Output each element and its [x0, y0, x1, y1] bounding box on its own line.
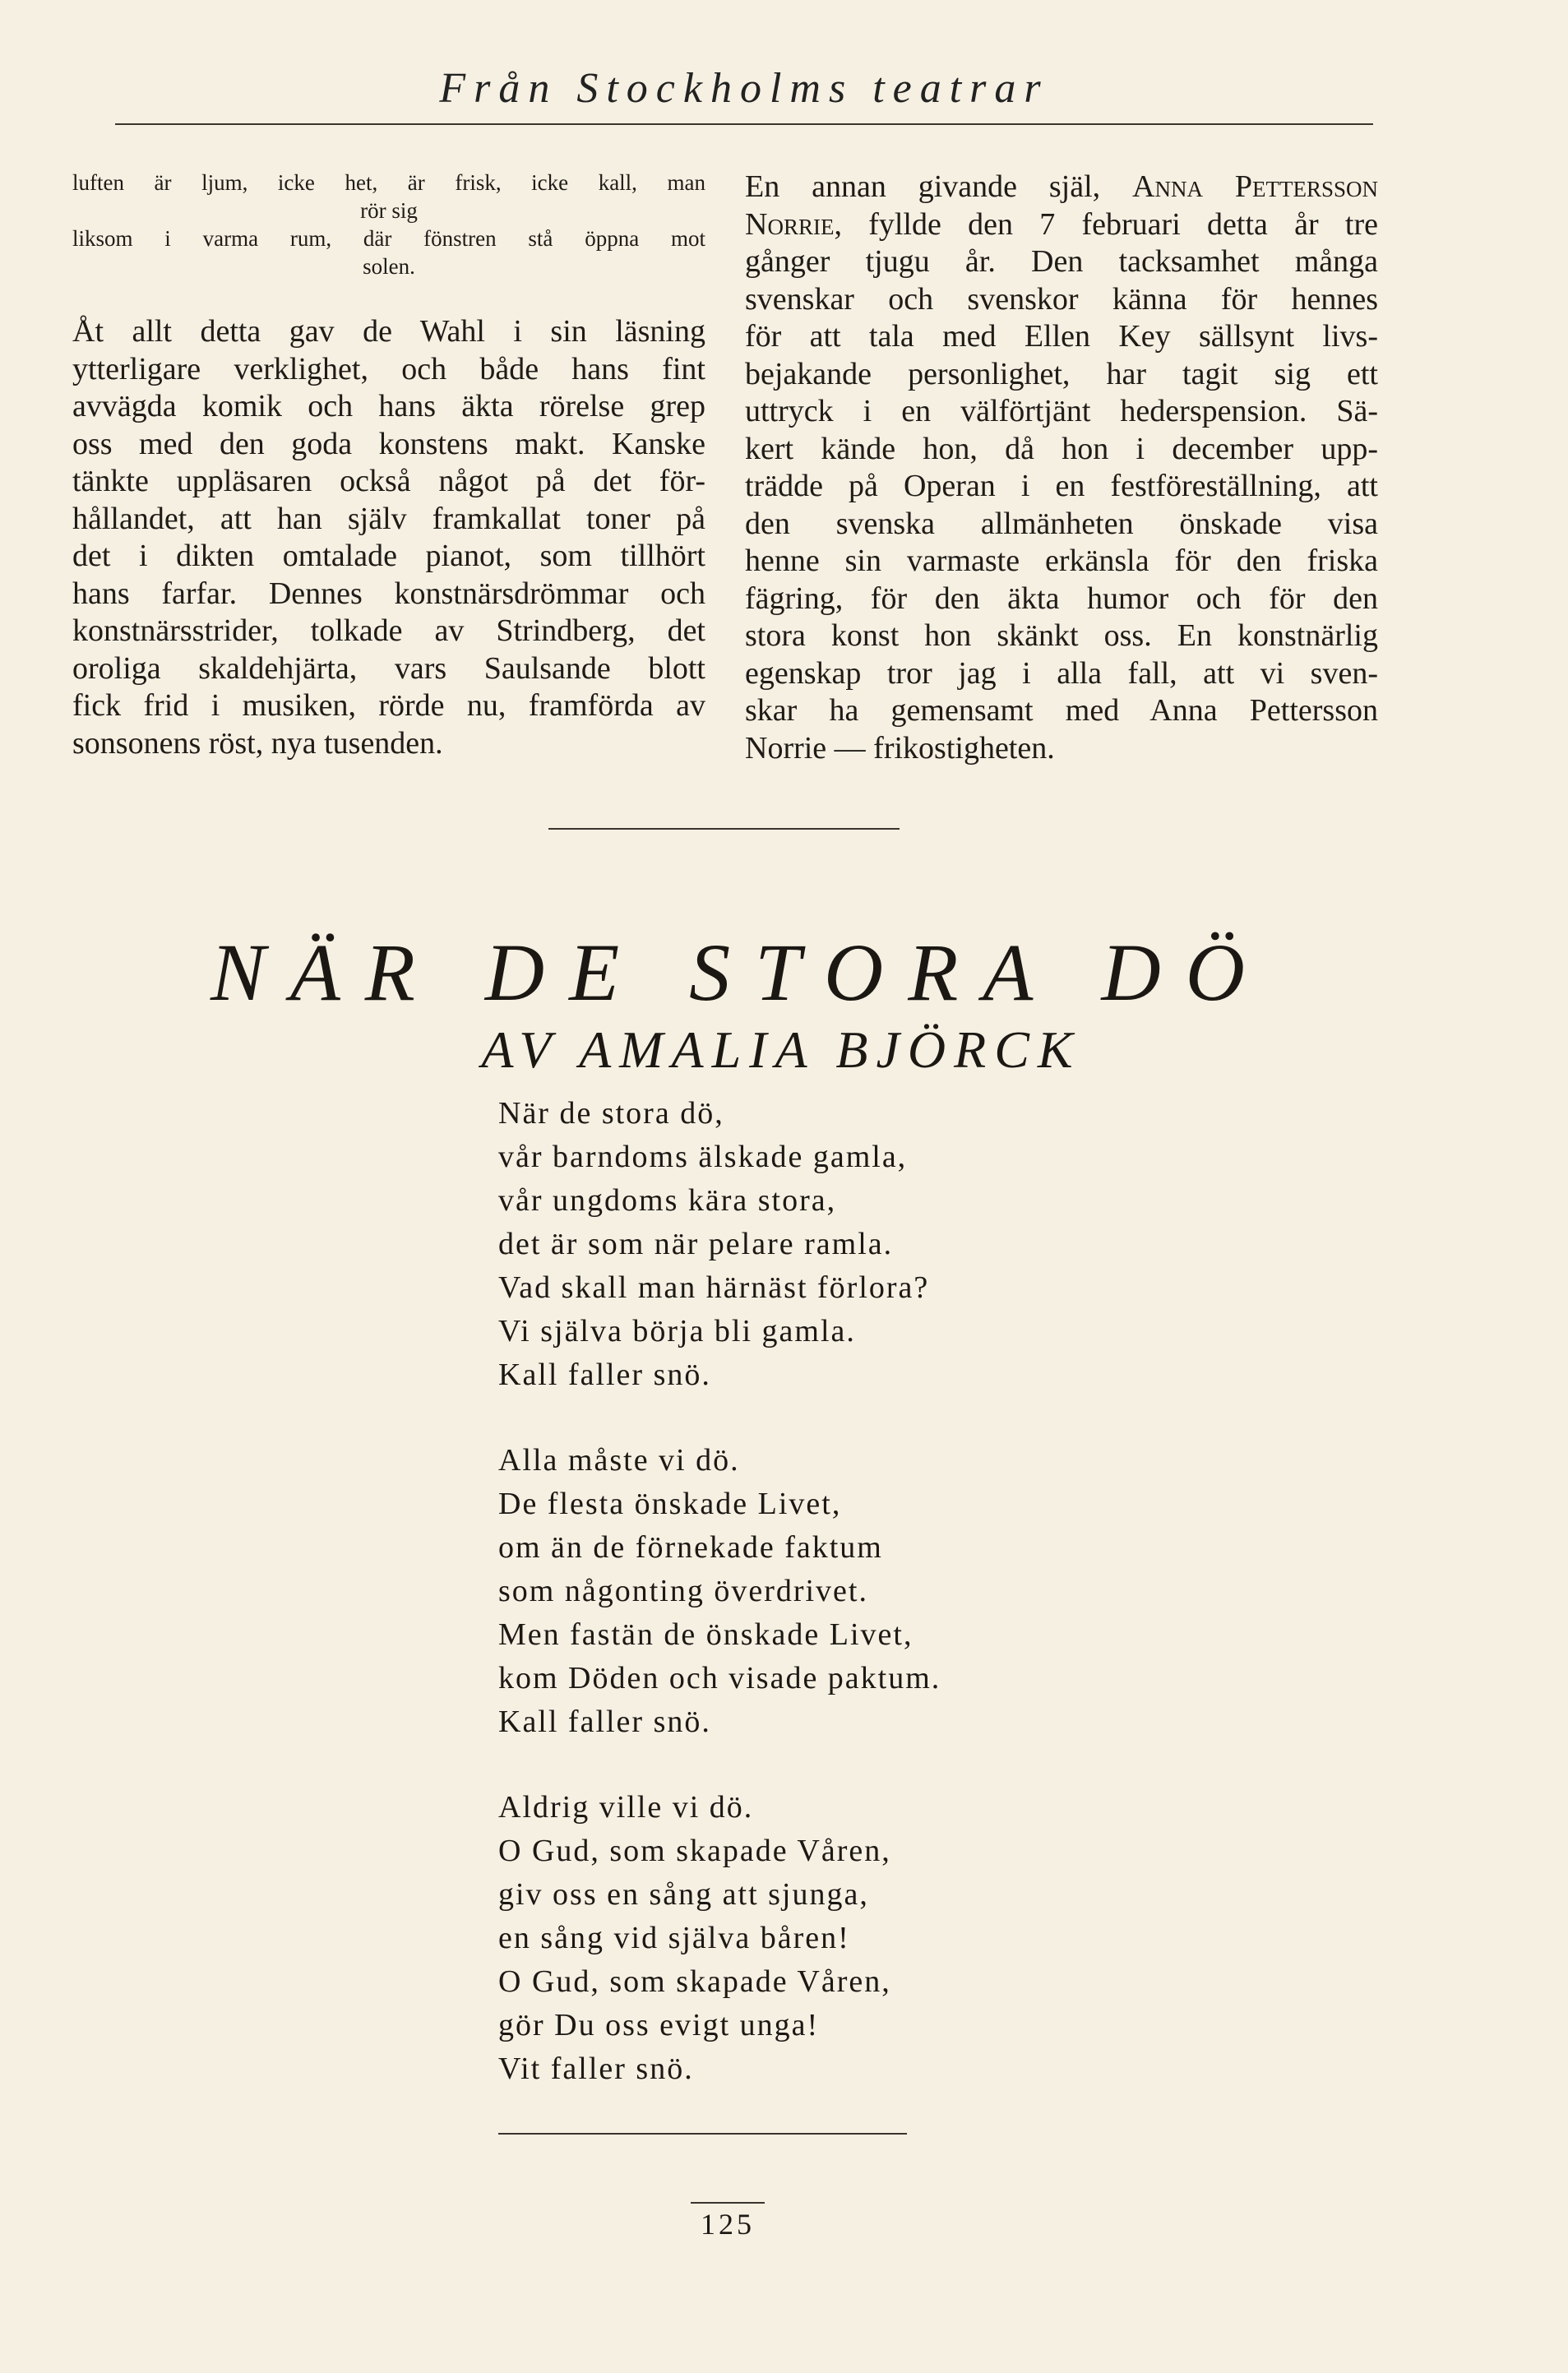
poem-line: vår ungdoms kära stora, — [498, 1183, 837, 1218]
right-paragraph — [745, 169, 1378, 767]
paragraph-line: Åt allt detta gav de Wahl i sin läsning — [72, 314, 705, 349]
running-head: Från Stockholms teatrar — [439, 65, 1049, 112]
line-text: , fyllde den 7 februari detta år tre — [834, 206, 1378, 242]
paragraph-line — [745, 169, 1378, 206]
paragraph-line: kert kände hon, då hon i december upp- — [745, 431, 1378, 466]
header-rule — [115, 123, 1373, 125]
paragraph-line: stora konst hon skänkt oss. En konstnärlig — [745, 618, 1378, 653]
stanza — [498, 1092, 1074, 1397]
poem-line: Vit faller snö. — [498, 2052, 694, 2086]
left-paragraph — [72, 313, 705, 762]
paragraph-line — [745, 206, 1378, 244]
person-name: Norrie — [745, 206, 835, 242]
paragraph-line: gånger tjugu år. Den tacksamhet många — [745, 244, 1378, 279]
quote-line: luften är ljum, icke het, är frisk, icke kall, man — [72, 170, 705, 195]
paragraph-line: fick frid i musiken, rörde nu, framförda av — [72, 688, 705, 723]
paragraph-line: uttryck i en välförtjänt hederspension. Sä- — [745, 394, 1378, 428]
page-number: 125 — [701, 2208, 755, 2241]
poem-line: Vad skall man härnäst förlora? — [498, 1270, 930, 1305]
paragraph-line: oss med den goda konstens makt. Kanske — [72, 426, 705, 461]
poem-line: De flesta önskade Livet, — [498, 1487, 842, 1521]
poem-line: Alla måste vi dö. — [498, 1443, 740, 1478]
paragraph-line: den svenska allmänheten önskade visa — [745, 506, 1378, 541]
paragraph-line: henne sin varmaste erkänsla för den friska — [745, 544, 1378, 578]
paragraph-line: trädde på Operan i en festföreställning, att — [745, 469, 1378, 503]
paragraph-line: oroliga skaldehjärta, vars Saulsande blott — [72, 650, 705, 686]
poem-line: Men fastän de önskade Livet, — [498, 1617, 914, 1652]
paragraph-line: hans farfar. Dennes konstnärsdrömmar och — [72, 576, 705, 611]
quote-line: liksom i varma rum, där fönstren stå öppna mot — [72, 226, 705, 251]
paragraph-line: avvägda komik och hans äkta rörelse grep — [72, 389, 705, 423]
poem-title: NÄR DE STORA DÖ — [210, 927, 1270, 1018]
poem-line: Vi själva börja bli gamla. — [498, 1314, 856, 1348]
paragraph-line: det i dikten omtalade pianot, som tillhört — [72, 539, 705, 573]
poem-line: kom Döden och visade paktum. — [498, 1661, 941, 1695]
paragraph-line: fägring, för den äkta humor och för den — [745, 581, 1378, 616]
poem-line: en sång vid själva båren! — [498, 1921, 850, 1955]
poem-line: giv oss en sång att sjunga, — [498, 1877, 869, 1912]
paragraph-line: sonsonens röst, nya tusenden. — [72, 725, 443, 761]
paragraph-line: för att tala med Ellen Key sällsynt livs- — [745, 319, 1378, 354]
paragraph-line: hållandet, att han själv framkallat toner på — [72, 501, 705, 536]
poem-line: vår barndoms älskade gamla, — [498, 1140, 908, 1174]
poem-line: O Gud, som skapade Våren, — [498, 1834, 891, 1868]
quoted-verse — [72, 169, 705, 280]
poem-line: När de stora dö, — [498, 1096, 724, 1131]
poem-line: som någonting överdrivet. — [498, 1574, 868, 1608]
paragraph-line: egenskap tror jag i alla fall, att vi sven- — [745, 655, 1378, 691]
stanza — [498, 1439, 1074, 1744]
poem-line: Kall faller snö. — [498, 1358, 711, 1392]
poem-line: Kall faller snö. — [498, 1705, 711, 1739]
paragraph-line: konstnärsstrider, tolkade av Strindberg, det — [72, 613, 705, 648]
quote-line: solen. — [363, 254, 415, 279]
paragraph-line: bejakande personlighet, har tagit sig ett — [745, 356, 1378, 391]
paragraph-line: skar ha gemensamt med Anna Pettersson — [745, 693, 1378, 728]
person-name: Anna Pettersson — [1132, 169, 1378, 204]
paragraph-line: tänkte uppläsaren också något på det för- — [72, 464, 705, 498]
section-divider — [548, 828, 900, 830]
paragraph-line: svenskar och svenskor känna för hennes — [745, 281, 1378, 317]
poem-line: gör Du oss evigt unga! — [498, 2008, 820, 2042]
poem-author: AV AMALIA BJÖRCK — [481, 1020, 1081, 1079]
stanza — [498, 1786, 1074, 2091]
poem-line: om än de förnekade faktum — [498, 1530, 883, 1565]
folio-rule — [691, 2202, 765, 2204]
left-column — [72, 169, 705, 762]
line-text: En annan givande själ, — [745, 169, 1133, 204]
end-rule — [498, 2133, 907, 2135]
quote-line: rör sig — [360, 198, 418, 223]
paragraph-line: ytterligare verklighet, och både hans fint — [72, 351, 705, 386]
poem-body — [498, 1092, 1074, 2133]
paragraph-line: Norrie — frikostigheten. — [745, 730, 1055, 766]
poem-line: O Gud, som skapade Våren, — [498, 1964, 891, 1999]
poem-line: Aldrig ville vi dö. — [498, 1790, 754, 1825]
right-column — [745, 169, 1378, 767]
poem-line: det är som när pelare ramla. — [498, 1227, 894, 1261]
